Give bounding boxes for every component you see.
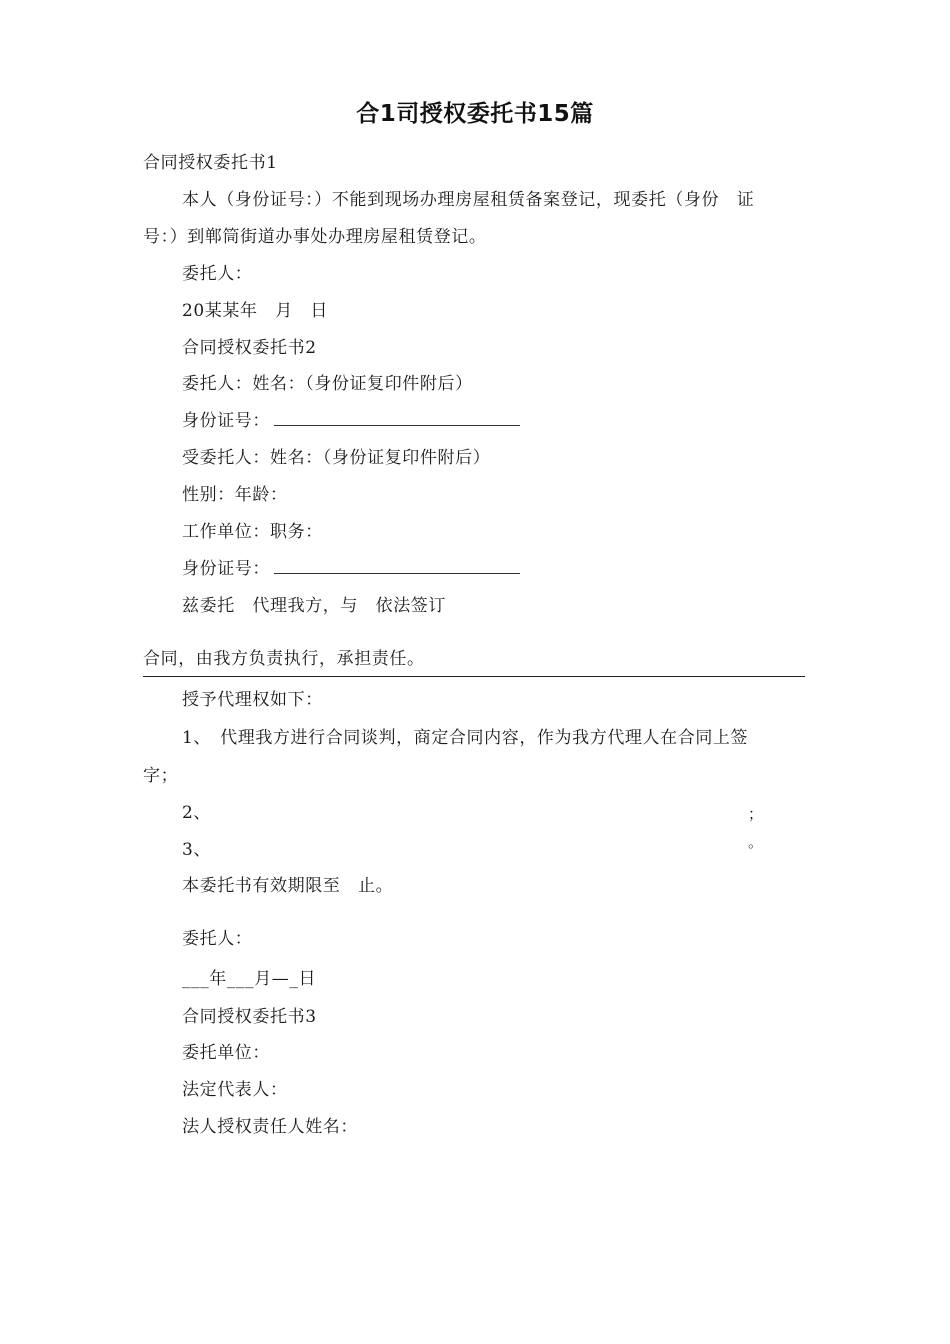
authority-item-1-continued: 字； bbox=[143, 766, 179, 786]
id-number-blank bbox=[274, 558, 520, 574]
date-line: ___年___月—_日 bbox=[182, 969, 317, 989]
authorized-person-line: 法人授权责任人姓名： bbox=[182, 1117, 358, 1137]
page-title: 合1司授权委托书15篇 bbox=[356, 101, 594, 127]
entrust-line-continued: 合同，由我方负责执行，承担责任。 bbox=[143, 649, 425, 669]
principal-name-line: 委托人：姓名：（身份证复印件附后） bbox=[182, 374, 473, 394]
section-heading-2: 合同授权委托书2 bbox=[182, 338, 317, 358]
gender-age-line: 性别：年龄： bbox=[182, 485, 288, 505]
principal-label: 委托人： bbox=[182, 264, 253, 284]
id-number-label: 身份证号： bbox=[182, 411, 270, 431]
paragraph-line: 本人（身份证号：）不能到现场办理房屋租赁备案登记，现委托（身份 证 bbox=[182, 190, 755, 210]
employer-position-line: 工作单位：职务： bbox=[182, 522, 323, 542]
section-heading-3: 合同授权委托书3 bbox=[182, 1007, 317, 1027]
agent-name-line: 受委托人：姓名：（身份证复印件附后） bbox=[182, 448, 491, 468]
authority-item-3: 3、 bbox=[182, 840, 212, 860]
entrust-line: 兹委托 代理我方，与 依法签订 bbox=[182, 596, 446, 616]
divider bbox=[143, 676, 805, 677]
section-heading-1: 合同授权委托书1 bbox=[143, 153, 278, 173]
paragraph-line: 号：）到郸筒街道办事处办理房屋租赁登记。 bbox=[143, 227, 487, 247]
principal-label: 委托人： bbox=[182, 929, 253, 949]
id-number-line bbox=[182, 410, 520, 432]
id-number-line bbox=[182, 558, 520, 580]
semicolon-mark: ； bbox=[748, 805, 764, 823]
authority-heading: 授予代理权如下： bbox=[182, 690, 323, 710]
authority-item-1: 1、 代理我方进行合同谈判，商定合同内容，作为我方代理人在合同上签 bbox=[182, 728, 749, 748]
authority-item-2: 2、 bbox=[182, 803, 212, 823]
entrusting-unit-line: 委托单位： bbox=[182, 1043, 270, 1063]
id-number-blank bbox=[274, 410, 520, 426]
id-number-label: 身份证号： bbox=[182, 559, 270, 579]
period-mark: 。 bbox=[748, 833, 764, 851]
date-line: 20某某年 月 日 bbox=[182, 301, 329, 321]
validity-line: 本委托书有效期限至 止。 bbox=[182, 876, 394, 896]
legal-representative-line: 法定代表人： bbox=[182, 1080, 288, 1100]
